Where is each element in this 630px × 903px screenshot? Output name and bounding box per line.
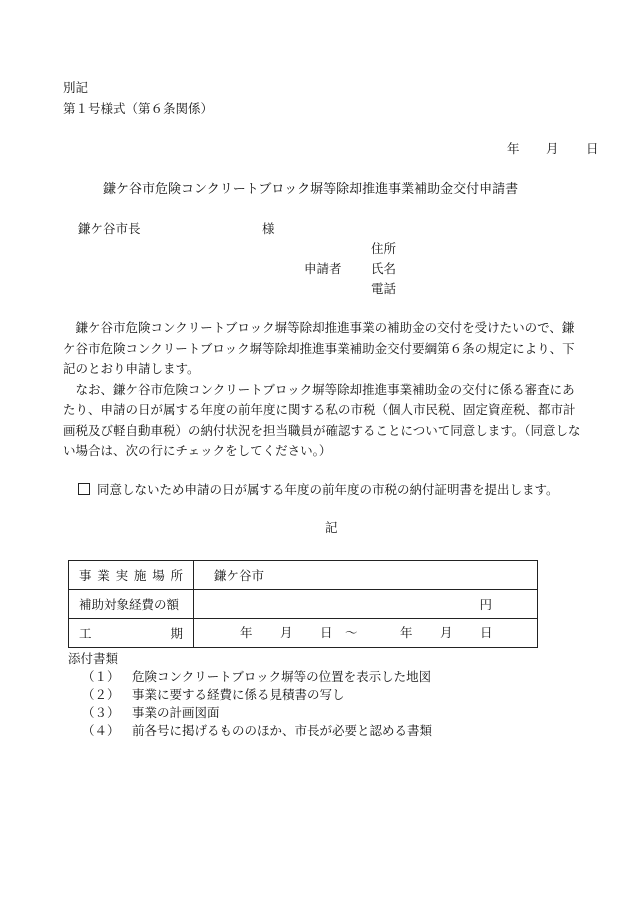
- date-day: 日: [586, 141, 599, 156]
- date-year: 年: [507, 141, 520, 156]
- period-end-day: 日: [480, 625, 493, 640]
- location-value: 鎌ケ谷市: [214, 568, 265, 583]
- attachments-heading: 添付書類: [68, 651, 119, 666]
- period-end-month: 月: [440, 625, 453, 640]
- applicant-address-label: 住所: [371, 241, 397, 256]
- cost-value-cell[interactable]: [194, 590, 538, 619]
- attachment-item: （１） 危険コンクリートブロック塀等の位置を表示した地図: [82, 669, 432, 684]
- cost-unit: 円: [479, 597, 492, 612]
- document-title: 鎌ケ谷市危険コンクリートブロック塀等除却推進事業補助金交付申請書: [103, 182, 519, 197]
- attachment-item: （２） 事業に要する経費に係る見積書の写し: [82, 687, 345, 702]
- period-end-year: 年: [400, 625, 413, 640]
- period-label: 工 期: [79, 626, 183, 641]
- period-start-day: 日: [320, 625, 333, 640]
- attachment-item: （４） 前各号に掲げるもののほか、市長が必要と認める書類: [82, 723, 433, 738]
- period-start-year: 年: [240, 625, 253, 640]
- cost-label: 補助対象経費の額: [79, 597, 180, 612]
- table-row-period: [69, 619, 538, 648]
- header-form-number: 第１号様式（第６条関係）: [63, 101, 214, 116]
- location-label-cell: [69, 561, 194, 590]
- table-row-cost: [69, 590, 538, 619]
- consent-checkbox-row[interactable]: [78, 483, 559, 497]
- period-label-cell: [69, 619, 194, 648]
- ki-heading: 記: [325, 520, 338, 535]
- cost-label-cell: [69, 590, 194, 619]
- applicant-role-label: 申請者: [304, 261, 342, 276]
- applicant-name-label: 氏名: [371, 261, 397, 276]
- application-table: [68, 560, 538, 648]
- period-start-month: 月: [280, 625, 293, 640]
- addressee-honorific: 様: [262, 221, 275, 236]
- body-paragraph-consent: なお、鎌ケ谷市危険コンクリートブロック塀等除却推進事業補助金の交付に係る審査にあたり、申請の日が属する年度の前年度に関する私の市税（個人市民税、固定資産税、都市計画税及び軽自動車税）の納付状況を担当職員が確認することについて同意します。（同意しない場合は、次の行にチェックをしてください。）: [63, 381, 581, 458]
- body-paragraph-application: 鎌ケ谷市危険コンクリートブロック塀等除却推進事業の補助金の交付を受けたいので、鎌ケ谷市危険コンクリートブロック塀等除却推進事業補助金交付要綱第６条の規定により、下記のとおり申請します。: [63, 320, 575, 376]
- location-value-cell[interactable]: [194, 561, 538, 590]
- date-month: 月: [546, 141, 559, 156]
- table-row-location: [69, 561, 538, 590]
- period-value-cell[interactable]: [194, 619, 538, 648]
- body-text: [63, 318, 581, 462]
- attachment-item: （３） 事業の計画図面: [82, 705, 220, 720]
- header-betsuki: 別記: [63, 80, 89, 95]
- location-label: 事 業 実 施 場 所: [79, 568, 183, 583]
- checkbox-icon[interactable]: [78, 483, 90, 495]
- consent-checkbox-label: 同意しないため申請の日が属する年度の前年度の市税の納付証明書を提出します。: [97, 482, 559, 497]
- addressee-mayor: 鎌ケ谷市長: [78, 221, 141, 236]
- period-separator: ～: [345, 625, 358, 640]
- applicant-phone-label: 電話: [371, 281, 397, 296]
